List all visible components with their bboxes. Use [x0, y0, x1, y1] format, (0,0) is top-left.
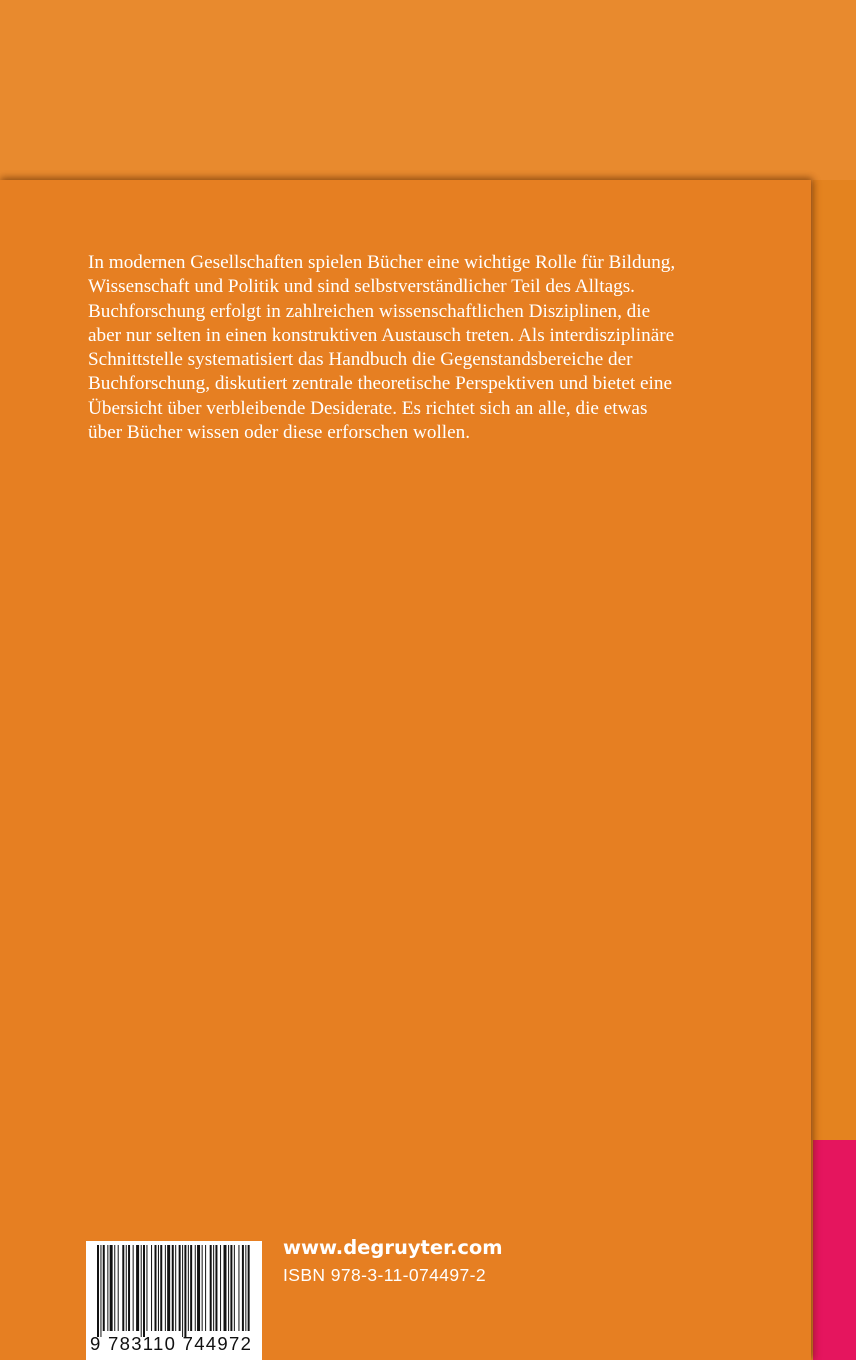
top-band — [0, 0, 856, 180]
barcode — [86, 1241, 262, 1360]
blurb-line: Buchforschung erfolgt in zahlreichen wissenschaftlichen Disziplinen, die — [88, 300, 651, 322]
blurb-line: Schnittstelle systematisiert das Handbuch die Gegenstandsbereiche der — [88, 349, 633, 371]
barcode-digits: 9 783110 744972 — [90, 1333, 253, 1354]
publisher-website: www.degruyter.com — [283, 1236, 503, 1259]
blurb-line: Übersicht über verbleibende Desiderate. Es richtet sich an alle, die etwas — [88, 397, 648, 419]
blurb-line: Wissenschaft und Politik und sind selbstverständlicher Teil des Alltags. — [88, 276, 635, 298]
blurb-line: über Bücher wissen oder diese erforschen wollen. — [88, 422, 471, 444]
blurb-line: In modernen Gesellschaften spielen Bücher eine wichtige Rolle für Bildung, — [88, 252, 676, 273]
right-edge-strip — [813, 180, 856, 1140]
blurb-line: Buchforschung, diskutiert zentrale theoretische Perspektiven und bietet eine — [88, 373, 672, 395]
magenta-accent-strip — [813, 1140, 856, 1360]
blurb-text — [88, 251, 788, 445]
isbn-number: ISBN 978-3-11-074497-2 — [283, 1265, 487, 1285]
blurb-line: aber nur selten in einen konstruktiven Austausch treten. Als interdisziplinäre — [88, 324, 675, 346]
